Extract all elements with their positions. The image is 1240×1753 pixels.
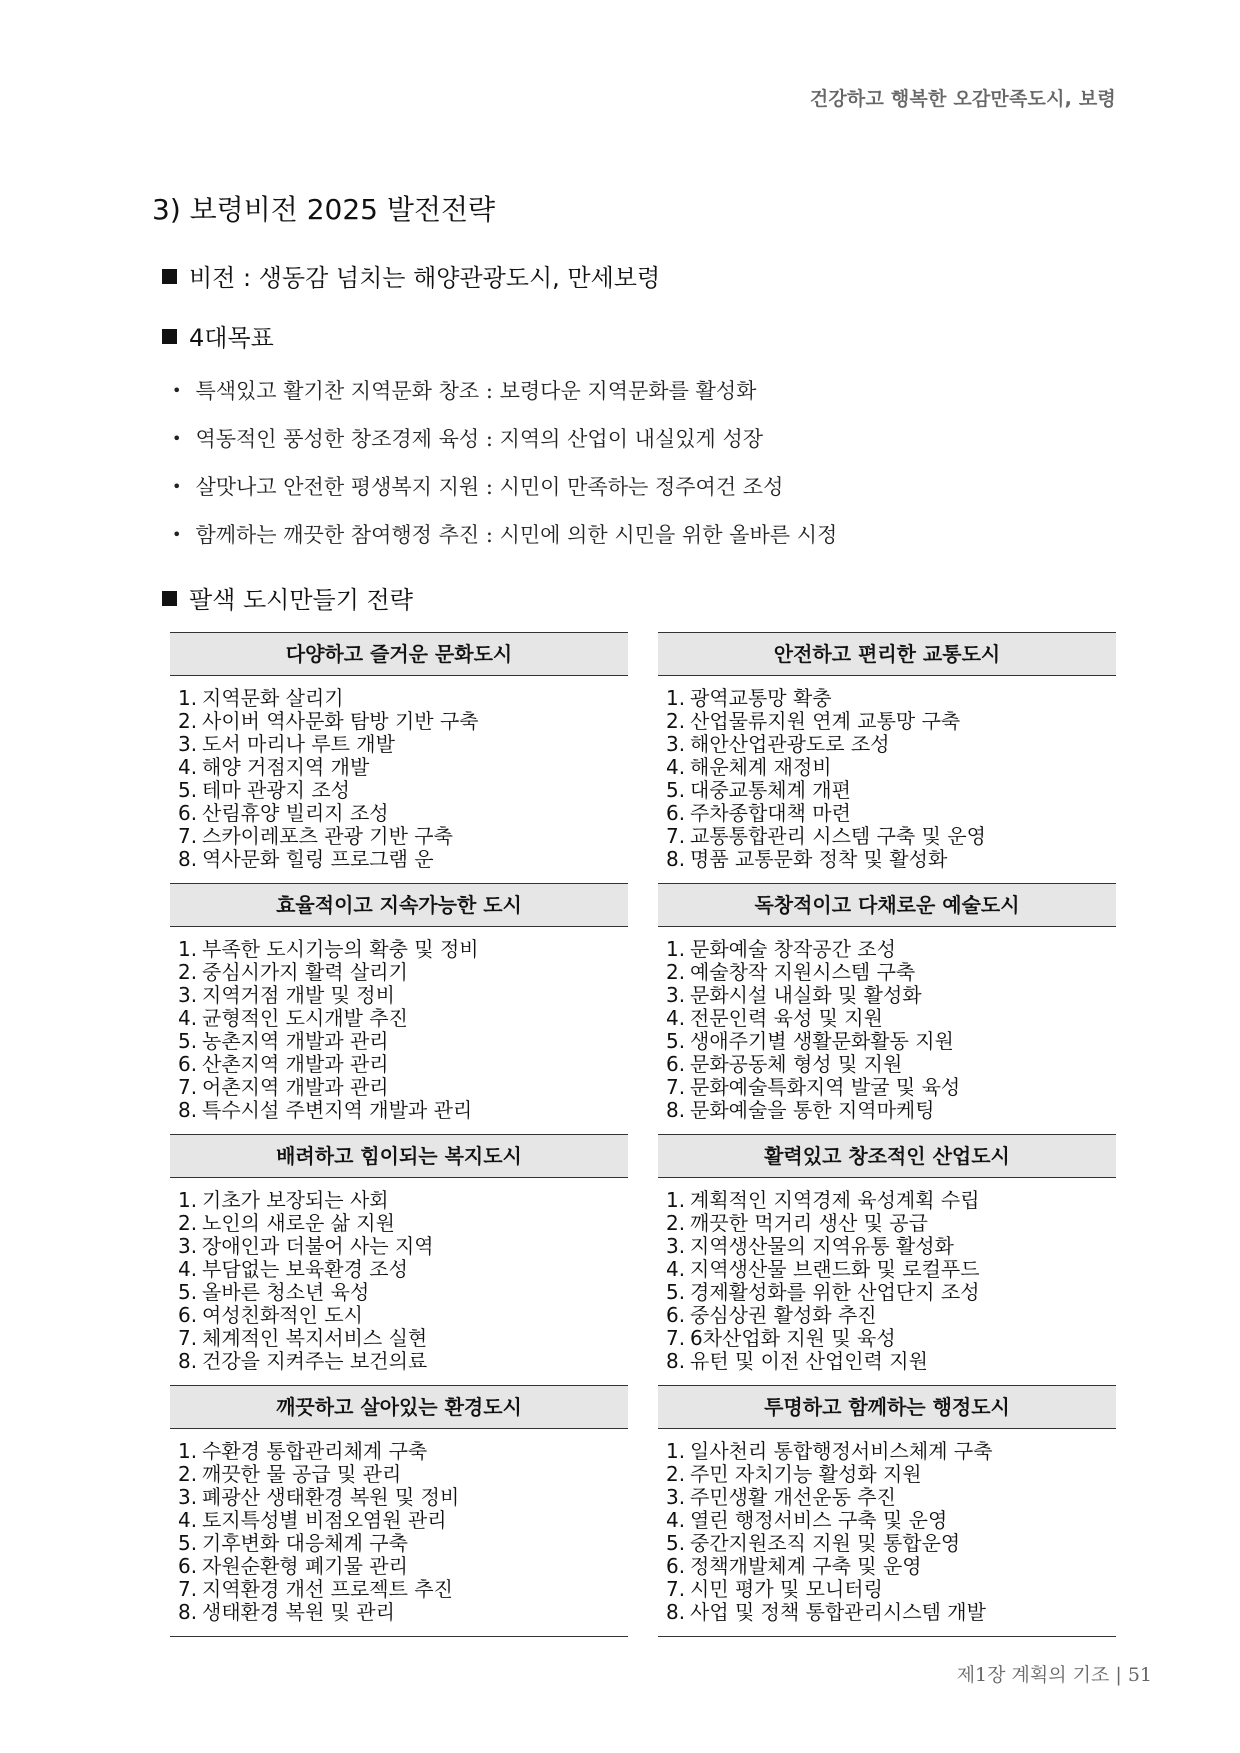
strategy-item (666, 779, 1116, 802)
item-number: 4. (666, 1257, 686, 1281)
goals-heading (162, 318, 274, 353)
item-text: 정책개발체계 구축 및 운영 (690, 1554, 922, 1578)
item-text: 여성친화적인 도시 (202, 1303, 363, 1327)
item-number: 7. (178, 1577, 198, 1601)
strategy-item (666, 1601, 1116, 1624)
strategy-item (178, 1076, 628, 1099)
item-text: 산림휴양 빌리지 조성 (202, 801, 389, 825)
item-text: 테마 관광지 조성 (202, 778, 350, 802)
item-number: 2. (178, 1462, 198, 1486)
item-number: 7. (178, 1326, 198, 1350)
item-number: 2. (666, 709, 686, 733)
strategy-item (178, 733, 628, 756)
strategy-item (178, 1555, 628, 1578)
square-bullet-icon (162, 591, 177, 606)
item-number: 6. (178, 801, 198, 825)
item-text: 지역환경 개선 프로젝트 추진 (202, 1577, 453, 1601)
item-number: 3. (178, 732, 198, 756)
item-text: 도서 마리나 루트 개발 (202, 732, 395, 756)
item-number: 3. (178, 983, 198, 1007)
strategy-item (178, 1463, 628, 1486)
item-text: 대중교통체계 개편 (690, 778, 851, 802)
item-number: 7. (178, 1075, 198, 1099)
strategy-item (178, 1486, 628, 1509)
item-number: 8. (178, 1349, 198, 1373)
strategy-item (178, 938, 628, 961)
strategy-item (178, 848, 628, 871)
strategy-item (178, 1099, 628, 1122)
strategy-grid (170, 632, 1116, 1637)
dot-bullet-icon: • (172, 525, 182, 544)
item-number: 3. (666, 1485, 686, 1509)
item-number: 7. (666, 1075, 686, 1099)
item-text: 문화공동체 형성 및 지원 (690, 1052, 903, 1076)
item-number: 8. (178, 1600, 198, 1624)
item-text: 지역생산물 브랜드화 및 로컬푸드 (690, 1257, 980, 1281)
item-number: 2. (666, 1462, 686, 1486)
strategy-item (666, 1578, 1116, 1601)
strategy-item (178, 961, 628, 984)
strategy-item (666, 710, 1116, 733)
strategy-item (178, 1532, 628, 1555)
strategy-item (178, 984, 628, 1007)
strategy-item (178, 1007, 628, 1030)
strategy-item (666, 1304, 1116, 1327)
strategy-box (170, 1134, 628, 1385)
item-text: 기후변화 대응체계 구축 (202, 1531, 408, 1555)
item-text: 생태환경 복원 및 관리 (202, 1600, 395, 1624)
item-number: 1. (666, 1188, 686, 1212)
strategy-box (170, 1385, 628, 1637)
item-number: 5. (178, 778, 198, 802)
goal-item: • 살맛나고 안전한 평생복지 지원 : 시민이 만족하는 정주여건 조성 (172, 475, 784, 499)
strategy-item (666, 1281, 1116, 1304)
item-text: 노인의 새로운 삶 지원 (202, 1211, 395, 1235)
strategy-item (666, 1099, 1116, 1122)
item-text: 계획적인 지역경제 육성계획 수립 (690, 1188, 980, 1212)
strategy-item (178, 1281, 628, 1304)
item-text: 해안산업관광도로 조성 (690, 732, 890, 756)
item-number: 1. (178, 686, 198, 710)
strategy-item (666, 733, 1116, 756)
item-number: 3. (666, 732, 686, 756)
item-text: 역사문화 힐링 프로그램 운 (202, 847, 434, 871)
item-number: 4. (666, 1006, 686, 1030)
strategy-item (666, 1327, 1116, 1350)
square-bullet-icon (162, 269, 177, 284)
item-text: 열린 행정서비스 구축 및 운영 (690, 1508, 948, 1532)
strategy-items (170, 1429, 628, 1636)
strategy-items (658, 1429, 1116, 1636)
item-text: 산업물류지원 연계 교통망 구축 (690, 709, 961, 733)
strategy-row (170, 1385, 1116, 1637)
item-number: 4. (666, 755, 686, 779)
item-text: 시민 평가 및 모니터링 (690, 1577, 883, 1601)
item-text: 특수시설 주변지역 개발과 관리 (202, 1098, 473, 1122)
strategy-item (666, 1440, 1116, 1463)
item-number: 8. (666, 1098, 686, 1122)
strategy-item (666, 984, 1116, 1007)
item-number: 8. (178, 1098, 198, 1122)
dot-bullet-icon: • (172, 477, 182, 496)
strategy-item (178, 1212, 628, 1235)
item-text: 교통통합관리 시스템 구축 및 운영 (690, 824, 986, 848)
item-text: 깨끗한 먹거리 생산 및 공급 (690, 1211, 928, 1235)
item-text: 어촌지역 개발과 관리 (202, 1075, 389, 1099)
strategy-item (666, 687, 1116, 710)
item-number: 3. (178, 1234, 198, 1258)
strategy-items (170, 1178, 628, 1385)
item-number: 1. (666, 937, 686, 961)
strategy-item (178, 1304, 628, 1327)
strategy-item (666, 756, 1116, 779)
strategy-item (178, 756, 628, 779)
item-text: 해운체계 재정비 (690, 755, 832, 779)
item-text: 지역생산물의 지역유통 활성화 (690, 1234, 954, 1258)
strategy-box (170, 632, 628, 883)
item-text: 광역교통망 확충 (690, 686, 832, 710)
strategy-box (658, 1385, 1116, 1637)
strategy-item (178, 1258, 628, 1281)
strategy-items (658, 676, 1116, 883)
item-number: 5. (666, 1280, 686, 1304)
strategy-item (178, 1578, 628, 1601)
item-text: 주민생활 개선운동 추진 (690, 1485, 896, 1509)
item-number: 6. (666, 1303, 686, 1327)
item-number: 3. (666, 983, 686, 1007)
item-text: 부족한 도시기능의 확충 및 정비 (202, 937, 479, 961)
strategy-item (666, 1030, 1116, 1053)
item-number: 5. (178, 1280, 198, 1304)
item-text: 예술창작 지원시스템 구축 (690, 960, 916, 984)
item-number: 1. (178, 937, 198, 961)
item-number: 7. (666, 1577, 686, 1601)
item-text: 깨끗한 물 공급 및 관리 (202, 1462, 402, 1486)
item-number: 3. (178, 1485, 198, 1509)
strategy-item (178, 802, 628, 825)
strategy-title: 활력있고 창조적인 산업도시 (658, 1134, 1116, 1178)
strategy-item (666, 961, 1116, 984)
strategy-title: 배려하고 힘이되는 복지도시 (170, 1134, 628, 1178)
strategy-item (178, 710, 628, 733)
strategy-items (658, 927, 1116, 1134)
strategy-box (170, 883, 628, 1134)
strategy-item (178, 1601, 628, 1624)
vision-heading (162, 258, 660, 293)
strategy-item (666, 1555, 1116, 1578)
strategy-item (178, 1509, 628, 1532)
item-text: 사이버 역사문화 탐방 기반 구축 (202, 709, 479, 733)
dot-bullet-icon: • (172, 429, 182, 448)
item-text: 중심시가지 활력 살리기 (202, 960, 408, 984)
strategy-item (178, 1053, 628, 1076)
item-text: 문화시설 내실화 및 활성화 (690, 983, 922, 1007)
item-number: 6. (178, 1303, 198, 1327)
strategy-item (178, 779, 628, 802)
strategy-item (178, 687, 628, 710)
strategy-title: 독창적이고 다채로운 예술도시 (658, 883, 1116, 927)
goals-list (172, 376, 837, 568)
item-text: 문화예술을 통한 지역마케팅 (690, 1098, 935, 1122)
item-number: 4. (666, 1508, 686, 1532)
item-number: 4. (178, 755, 198, 779)
strategy-heading (162, 580, 413, 615)
item-text: 산촌지역 개발과 관리 (202, 1052, 389, 1076)
item-text: 토지특성별 비점오염원 관리 (202, 1508, 447, 1532)
item-text: 6차산업화 지원 및 육성 (690, 1326, 896, 1350)
strategy-item (178, 1030, 628, 1053)
item-number: 3. (666, 1234, 686, 1258)
item-text: 경제활성화를 위한 산업단지 조성 (690, 1280, 980, 1304)
strategy-item (178, 825, 628, 848)
strategy-item (666, 1463, 1116, 1486)
item-text: 중심상권 활성화 추진 (690, 1303, 877, 1327)
strategy-item (178, 1350, 628, 1373)
item-number: 7. (666, 1326, 686, 1350)
strategy-item (178, 1235, 628, 1258)
strategy-item (666, 825, 1116, 848)
dot-bullet-icon: • (172, 381, 182, 400)
item-text: 부담없는 보육환경 조성 (202, 1257, 408, 1281)
strategy-item (666, 1007, 1116, 1030)
item-text: 문화예술특화지역 발굴 및 육성 (690, 1075, 961, 1099)
item-number: 2. (178, 960, 198, 984)
item-text: 건강을 지켜주는 보건의료 (202, 1349, 428, 1373)
page-footer: 제1장 계획의 기조 | 51 (956, 1664, 1152, 1686)
item-number: 1. (666, 1439, 686, 1463)
item-number: 4. (178, 1508, 198, 1532)
item-number: 5. (666, 1531, 686, 1555)
item-number: 1. (178, 1188, 198, 1212)
item-text: 기초가 보장되는 사회 (202, 1188, 389, 1212)
strategy-item (178, 1189, 628, 1212)
goal-item: • 역동적인 풍성한 창조경제 육성 : 지역의 산업이 내실있게 성장 (172, 427, 764, 451)
goal-item: • 특색있고 활기찬 지역문화 창조 : 보령다운 지역문화를 활성화 (172, 379, 757, 403)
goals-heading-text: 4대목표 (189, 324, 274, 352)
strategy-row (170, 1134, 1116, 1385)
item-number: 2. (178, 709, 198, 733)
strategy-item (666, 1053, 1116, 1076)
item-number: 8. (666, 847, 686, 871)
strategy-item (666, 1532, 1116, 1555)
item-number: 6. (666, 1554, 686, 1578)
vision-text: 비전 : 생동감 넘치는 해양관광도시, 만세보령 (189, 264, 661, 292)
item-text: 중간지원조직 지원 및 통합운영 (690, 1531, 961, 1555)
item-number: 4. (178, 1257, 198, 1281)
item-number: 6. (178, 1554, 198, 1578)
strategy-item (178, 1327, 628, 1350)
item-number: 2. (178, 1211, 198, 1235)
strategy-row (170, 883, 1116, 1134)
item-text: 명품 교통문화 정착 및 활성화 (690, 847, 948, 871)
item-text: 사업 및 정책 통합관리시스템 개발 (690, 1600, 986, 1624)
item-text: 농촌지역 개발과 관리 (202, 1029, 389, 1053)
strategy-box (658, 632, 1116, 883)
item-text: 해양 거점지역 개발 (202, 755, 370, 779)
goal-item: • 함께하는 깨끗한 참여행정 추진 : 시민에 의한 시민을 위한 올바른 시정 (172, 523, 838, 547)
strategy-item (666, 1486, 1116, 1509)
item-text: 지역문화 살리기 (202, 686, 344, 710)
item-text: 전문인력 육성 및 지원 (690, 1006, 883, 1030)
item-number: 7. (666, 824, 686, 848)
item-text: 주민 자치기능 활성화 지원 (690, 1462, 922, 1486)
strategy-item (666, 1076, 1116, 1099)
item-text: 수환경 통합관리체계 구축 (202, 1439, 428, 1463)
item-number: 6. (666, 801, 686, 825)
strategy-title: 깨끗하고 살아있는 환경도시 (170, 1385, 628, 1429)
item-text: 균형적인 도시개발 추진 (202, 1006, 408, 1030)
strategy-box (658, 1134, 1116, 1385)
item-text: 지역거점 개발 및 정비 (202, 983, 395, 1007)
item-text: 문화예술 창작공간 조성 (690, 937, 896, 961)
item-number: 1. (178, 1439, 198, 1463)
item-number: 6. (666, 1052, 686, 1076)
item-text: 올바른 청소년 육성 (202, 1280, 370, 1304)
item-text: 장애인과 더불어 사는 지역 (202, 1234, 434, 1258)
strategy-row (170, 632, 1116, 883)
item-text: 체계적인 복지서비스 실현 (202, 1326, 428, 1350)
strategy-title: 다양하고 즐거운 문화도시 (170, 632, 628, 676)
item-number: 7. (178, 824, 198, 848)
strategy-items (170, 676, 628, 883)
strategy-item (178, 1440, 628, 1463)
strategy-title: 투명하고 함께하는 행정도시 (658, 1385, 1116, 1429)
item-text: 주차종합대책 마련 (690, 801, 851, 825)
item-number: 5. (178, 1029, 198, 1053)
strategy-item (666, 1350, 1116, 1373)
item-text: 폐광산 생태환경 복원 및 정비 (202, 1485, 460, 1509)
item-number: 5. (666, 778, 686, 802)
item-text: 생애주기별 생활문화활동 지원 (690, 1029, 954, 1053)
strategy-item (666, 1235, 1116, 1258)
item-text: 일사천리 통합행정서비스체계 구축 (690, 1439, 993, 1463)
strategy-items (658, 1178, 1116, 1385)
strategy-item (666, 802, 1116, 825)
strategy-item (666, 1509, 1116, 1532)
strategy-item (666, 1258, 1116, 1281)
square-bullet-icon (162, 329, 177, 344)
item-number: 8. (666, 1349, 686, 1373)
item-text: 스카이레포츠 관광 기반 구축 (202, 824, 453, 848)
strategy-title: 효율적이고 지속가능한 도시 (170, 883, 628, 927)
item-number: 5. (666, 1029, 686, 1053)
strategy-item (666, 938, 1116, 961)
item-number: 5. (178, 1531, 198, 1555)
item-text: 유턴 및 이전 산업인력 지원 (690, 1349, 928, 1373)
strategy-box (658, 883, 1116, 1134)
item-number: 1. (666, 686, 686, 710)
section-title: 3) 보령비전 2025 발전전략 (152, 193, 496, 226)
item-number: 6. (178, 1052, 198, 1076)
strategy-heading-text: 팔색 도시만들기 전략 (189, 586, 413, 614)
strategy-item (666, 848, 1116, 871)
item-number: 8. (178, 847, 198, 871)
item-number: 8. (666, 1600, 686, 1624)
item-number: 2. (666, 1211, 686, 1235)
strategy-item (666, 1212, 1116, 1235)
strategy-item (666, 1189, 1116, 1212)
running-header: 건강하고 행복한 오감만족도시, 보령 (809, 88, 1116, 110)
strategy-title: 안전하고 편리한 교통도시 (658, 632, 1116, 676)
strategy-items (170, 927, 628, 1134)
item-text: 자원순환형 폐기물 관리 (202, 1554, 408, 1578)
item-number: 4. (178, 1006, 198, 1030)
item-number: 2. (666, 960, 686, 984)
